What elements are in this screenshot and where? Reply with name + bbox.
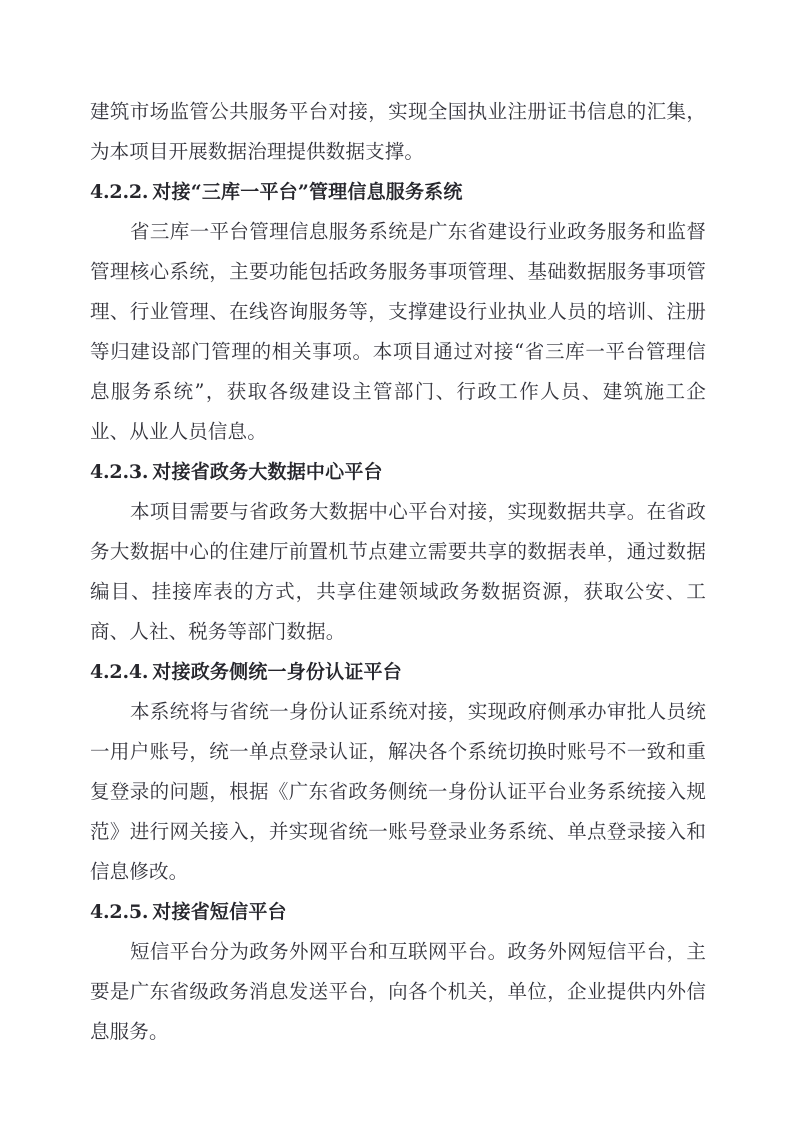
section-heading — [90, 172, 706, 212]
section-title: 对接省政务大数据中心平台 — [152, 461, 383, 483]
section-title: 对接政务侧统一身份认证平台 — [152, 661, 402, 683]
body-paragraph: 省三库一平台管理信息服务系统是广东省建设行业政务服务和监督管理核心系统，主要功能包括政务服务事项管理、基础数据服务事项管理、行业管理、在线咨询服务等，支撑建设行业执业人员的培训、注册等归建设部门管理的相关事项。本项目通过对接“省三库一平台管理信息服务系统”，获取各级建设主管部门、行政工作人员、建筑施工企业、从业人员信息。 — [90, 220, 706, 443]
section-heading — [90, 652, 706, 692]
body-paragraph: 建筑市场监管公共服务平台对接，实现全国执业注册证书信息的汇集，为本项目开展数据治理提供数据支撑。 — [90, 100, 706, 163]
document-body — [90, 92, 706, 1052]
section-title: 对接“三库一平台”管理信息服务系统 — [152, 181, 463, 203]
body-paragraph: 本项目需要与省政务大数据中心平台对接，实现数据共享。在省政务大数据中心的住建厅前置机节点建立需要共享的数据表单，通过数据编目、挂接库表的方式，共享住建领域政务数据资源，获取公安、工商、人社、税务等部门数据。 — [90, 500, 706, 643]
section-number: 4.2.2. — [90, 181, 149, 203]
section-heading — [90, 452, 706, 492]
body-paragraph: 本系统将与省统一身份认证系统对接，实现政府侧承办审批人员统一用户账号，统一单点登录认证，解决各个系统切换时账号不一致和重复登录的问题，根据《广东省政务侧统一身份认证平台业务系统接入规范》进行网关接入，并实现省统一账号登录业务系统、单点登录接入和信息修改。 — [90, 700, 706, 883]
section-number: 4.2.5. — [90, 901, 149, 923]
section-heading — [90, 892, 706, 932]
section-title: 对接省短信平台 — [152, 901, 287, 923]
body-paragraph: 短信平台分为政务外网平台和互联网平台。政务外网短信平台，主要是广东省级政务消息发送平台，向各个机关，单位，企业提供内外信息服务。 — [90, 940, 706, 1043]
section-number: 4.2.4. — [90, 661, 149, 683]
section-number: 4.2.3. — [90, 461, 149, 483]
